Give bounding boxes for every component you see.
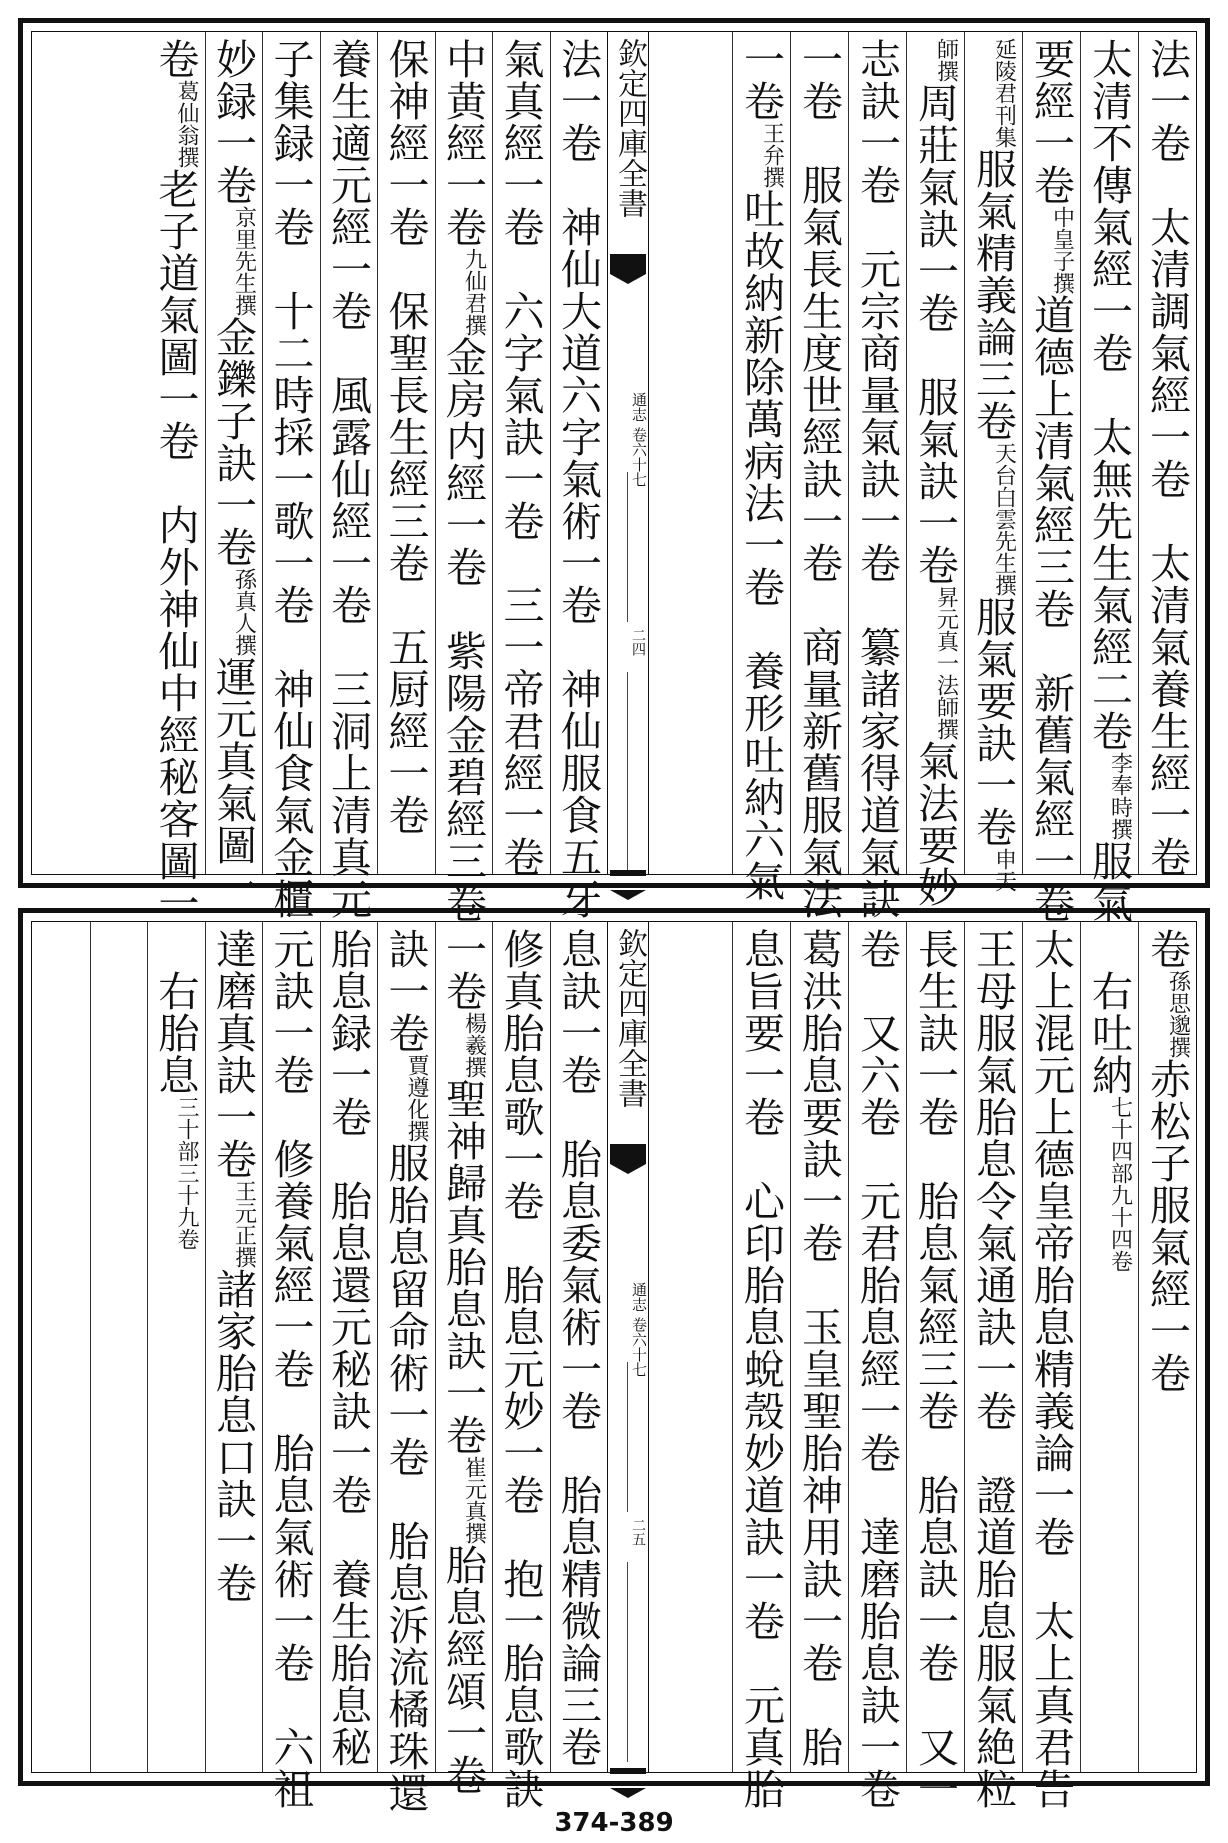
annotation-note: 李奉時撰 xyxy=(1107,752,1133,840)
text-column xyxy=(320,922,378,1772)
text-column xyxy=(1022,922,1080,1810)
bottom-ornament-icon xyxy=(610,1768,646,1774)
lower-page-inner-border xyxy=(31,921,1197,1814)
annotation-note: 王元正撰 xyxy=(231,1180,257,1268)
main-text: 服氣精義論三卷 xyxy=(969,148,1017,442)
annotation-note: 賈遵化撰 xyxy=(404,1054,429,1142)
text-column xyxy=(1022,32,1080,924)
main-text: 運元真氣圖一 xyxy=(209,656,257,908)
main-text: 服氣要訣一卷 xyxy=(969,596,1017,848)
annotation-note: 孫真人撰 xyxy=(231,568,257,656)
spine-source: 通志 卷六十七 xyxy=(630,1282,648,1377)
annotation-note: 楊羲撰 xyxy=(461,1012,487,1078)
spine-title: 欽定四庫全書 xyxy=(612,38,647,218)
main-text: 要經一卷 xyxy=(1027,38,1075,206)
main-text: 王母服氣胎息令氣通訣一卷 證道胎息服氣絶粒 xyxy=(969,928,1017,1810)
main-text: 周莊氣訣一卷 服氣訣一卷 xyxy=(911,82,959,586)
main-text: 胎息録一卷 胎息還元秘訣一卷 養生胎息秘 xyxy=(324,928,372,1768)
text-column xyxy=(377,32,435,874)
annotation-note: 崔元真撰 xyxy=(461,1456,487,1544)
main-text: 右吐納 xyxy=(1085,928,1133,1096)
main-text: 一卷 xyxy=(439,928,487,1012)
lower-left-text-block xyxy=(32,922,607,1814)
spine-rule xyxy=(627,672,628,872)
upper-page-frame xyxy=(18,18,1210,924)
text-column xyxy=(435,32,493,924)
main-text: 卷 xyxy=(1143,928,1191,970)
main-text: 金鑠子訣一卷 xyxy=(209,316,257,568)
main-text: 保神經一卷 保聖長生經三卷 五厨經一卷 xyxy=(381,38,430,836)
text-column xyxy=(147,32,205,924)
text-column xyxy=(848,32,906,920)
text-column xyxy=(790,922,848,1772)
text-column xyxy=(790,32,848,920)
annotation-note: 京里先生撰 xyxy=(231,206,257,316)
upper-page-inner-border xyxy=(31,31,1197,924)
annotation-note: 葛仙翁撰 xyxy=(174,80,199,168)
text-column xyxy=(1080,922,1138,1772)
main-text: 葛洪胎息要訣一卷 玉皇聖胎神用訣一卷 胎 xyxy=(795,928,843,1768)
annotation-note: 九仙君撰 xyxy=(461,248,487,336)
main-text: 法一卷 太清調氣經一卷 太清氣養生經一卷 xyxy=(1143,38,1191,878)
bottom-ornament-icon xyxy=(610,870,646,876)
main-text: 達磨真訣一卷 xyxy=(209,928,257,1180)
annotation-note: 昇元真一法師撰 xyxy=(933,586,959,740)
main-text: 一卷 xyxy=(737,38,785,122)
annotation-note: 三十部三十九卷 xyxy=(174,1096,199,1250)
fishtail-ornament-icon xyxy=(610,1144,646,1164)
text-column xyxy=(147,922,205,1772)
main-text: 修真胎息歌一卷 胎息元妙一卷 抱一胎息歌訣 xyxy=(496,928,545,1810)
main-text: 子集録一卷 十二時採一歌一卷 神仙食氣金櫃 xyxy=(266,38,315,920)
text-column xyxy=(377,922,435,1814)
upper-right-text-block xyxy=(616,32,1196,924)
text-column xyxy=(550,922,608,1772)
text-column xyxy=(262,922,320,1810)
main-text: 太上混元上德皇帝胎息精義論一卷 太上真君告 xyxy=(1027,928,1075,1810)
main-text: 訣一卷 xyxy=(381,928,430,1054)
main-text: 卷 又六卷 元君胎息經一卷 達磨胎息訣一卷 xyxy=(853,928,901,1810)
lower-page-frame xyxy=(18,908,1210,1814)
text-column xyxy=(732,922,790,1810)
main-text: 金房内經一卷 紫陽金碧經三卷 xyxy=(439,336,487,924)
text-column xyxy=(906,32,964,908)
main-text: 胎息經頌一卷 xyxy=(439,1544,487,1796)
main-text: 太清不傳氣經一卷 太無先生氣經二卷 xyxy=(1085,38,1133,752)
upper-left-text-block xyxy=(32,32,607,924)
annotation-note: 七十四部九十四卷 xyxy=(1107,1096,1133,1272)
text-column xyxy=(964,32,1022,892)
text-column xyxy=(205,922,263,1772)
text-column xyxy=(492,922,550,1810)
upper-center-spine xyxy=(607,32,649,874)
main-text: 右胎息 xyxy=(151,928,200,1096)
main-text: 服氣 xyxy=(1085,840,1133,924)
text-column xyxy=(492,32,550,878)
spine-rule xyxy=(627,1362,628,1512)
annotation-note: 申天 xyxy=(991,848,1017,892)
lower-center-spine xyxy=(607,922,649,1772)
lower-right-text-block xyxy=(616,922,1196,1810)
main-text: 聖神歸真胎息訣一卷 xyxy=(439,1078,487,1456)
text-column xyxy=(90,922,148,1772)
main-text: 氣法要妙 xyxy=(911,740,959,908)
main-text: 諸家胎息口訣一卷 xyxy=(209,1268,257,1604)
annotation-note: 延陵君刊集 xyxy=(991,38,1017,148)
spine-title: 欽定四庫全書 xyxy=(612,928,647,1108)
text-column xyxy=(906,922,964,1810)
text-column xyxy=(1138,922,1196,1772)
text-column xyxy=(1138,32,1196,878)
main-text: 志訣一卷 元宗商量氣訣一卷 纂諸家得道氣訣 xyxy=(853,38,901,920)
annotation-note: 中皇子撰 xyxy=(1049,206,1075,294)
main-text: 氣真經一卷 六字氣訣一卷 三一帝君經一卷 xyxy=(496,38,545,878)
main-text: 服胎息留命術一卷 胎息泝流橘珠還 xyxy=(381,1142,430,1814)
spine-page-number: 二五 xyxy=(630,1518,646,1546)
main-text: 息旨要一卷 心印胎息蛻殼妙道訣一卷 元真胎 xyxy=(737,928,785,1810)
page-footer-number: 374-389 xyxy=(554,1808,674,1838)
text-column xyxy=(732,32,790,902)
text-column xyxy=(262,32,320,920)
main-text: 卷 xyxy=(151,38,200,80)
main-text: 道德上清氣經三卷 新舊氣經一卷 xyxy=(1027,294,1075,924)
text-column xyxy=(964,922,1022,1810)
annotation-note: 王弁撰 xyxy=(759,122,785,188)
annotation-note: 天台白雲先生撰 xyxy=(991,442,1017,596)
main-text: 中黄經一卷 xyxy=(439,38,487,248)
main-text: 法一卷 神仙大道六字氣術一卷 神仙服食五牙 xyxy=(554,38,602,920)
text-column xyxy=(435,922,493,1796)
main-text: 赤松子服氣經一卷 xyxy=(1143,1058,1191,1394)
main-text: 吐故納新除萬病法一卷 養形吐納六氣 xyxy=(737,188,785,902)
text-column xyxy=(205,32,263,908)
main-text: 老子道氣圖一卷 内外神仙中經秘客圖一 xyxy=(151,168,200,924)
spine-rule xyxy=(627,472,628,622)
text-column xyxy=(320,32,378,920)
text-column xyxy=(848,922,906,1810)
text-column xyxy=(32,922,90,1772)
fishtail-ornament-icon xyxy=(610,254,646,274)
main-text: 息訣一卷 胎息委氣術一卷 胎息精微論三卷 xyxy=(554,928,602,1768)
main-text: 長生訣一卷 胎息氣經三卷 胎息訣一卷 又一 xyxy=(911,928,959,1810)
text-column xyxy=(550,32,608,920)
spine-page-number: 二四 xyxy=(630,628,646,656)
annotation-note: 孫思邈撰 xyxy=(1165,970,1191,1058)
main-text: 元訣一卷 修養氣經一卷 胎息氣術一卷 六祖 xyxy=(266,928,315,1810)
spine-source: 通志 卷六十七 xyxy=(630,392,648,487)
spine-rule xyxy=(627,1562,628,1762)
annotation-note: 師撰 xyxy=(933,38,959,82)
main-text: 一卷 服氣長生度世經訣一卷 商量新舊服氣法 xyxy=(795,38,843,920)
text-column xyxy=(1080,32,1138,924)
main-text: 養生適元經一卷 風露仙經一卷 三洞上清真元 xyxy=(324,38,372,920)
main-text: 妙録一卷 xyxy=(209,38,257,206)
